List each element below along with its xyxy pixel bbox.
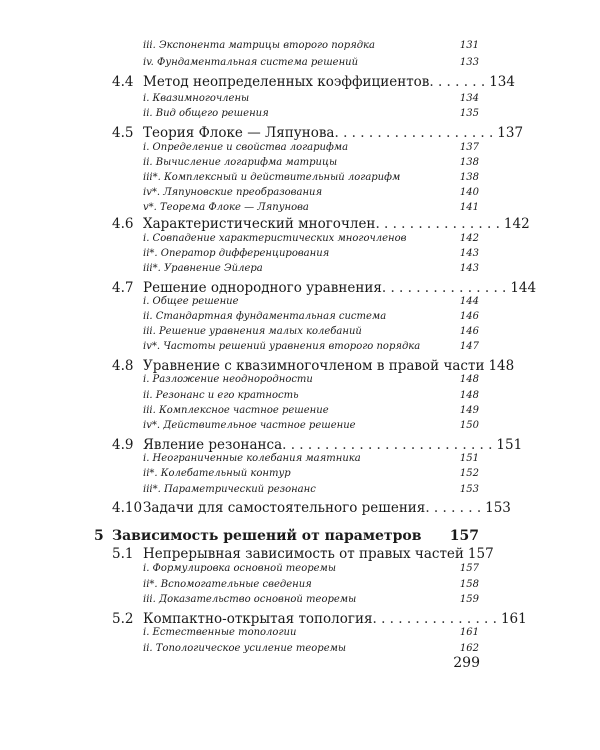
toc-entry-title: Непрерывная зависимость от правых частей: [143, 546, 464, 562]
toc-entry-title: Характеристический многочлен: [143, 216, 376, 232]
toc-entry-title: i. Формулировка основной теоремы: [143, 563, 336, 574]
toc-page-number: 153: [459, 484, 479, 495]
toc-subsection: [143, 341, 479, 352]
toc-subsection: [143, 57, 479, 68]
toc-entry-title: iv*. Ляпуновские преобразования: [143, 187, 323, 198]
toc-entry-title: Уравнение с квазимногочленом в правой части: [143, 358, 485, 374]
toc-subsection: [143, 233, 479, 244]
toc-entry-number: 5: [94, 528, 104, 544]
toc-page-number: 143: [459, 263, 479, 274]
toc-subsection: [143, 405, 479, 416]
toc-page-number: 148: [459, 374, 479, 385]
toc-entry-number: 4.8: [112, 358, 134, 374]
toc-page-number: 161: [500, 611, 527, 627]
toc-page-number: 157: [459, 563, 479, 574]
toc-chapter: [94, 528, 479, 544]
toc-dot-leader: . . . . . . . . . . . . . . .: [372, 611, 497, 627]
toc-subsection: [143, 311, 479, 322]
toc-page-number: 148: [488, 358, 515, 374]
toc-entry-number: 4.9: [112, 437, 134, 453]
toc-entry-title: ii. Вид общего решения: [143, 108, 269, 119]
toc-page-number: 152: [459, 468, 479, 479]
toc-subsection: [143, 142, 479, 153]
toc-page-number: 143: [459, 248, 479, 259]
toc-entry-title: iii. Комплексное частное решение: [143, 405, 329, 416]
toc-page-number: 149: [459, 405, 479, 416]
toc-page-number: 144: [459, 296, 479, 307]
toc-entry-number: 4.4: [112, 74, 134, 90]
toc-page-number: 131: [459, 40, 479, 51]
toc-subsection: [143, 108, 479, 119]
toc-entry-title: ii*. Оператор дифференцирования: [143, 248, 330, 259]
toc-entry-title: iii. Экспонента матрицы второго порядка: [143, 40, 375, 51]
toc-page-number: 162: [459, 643, 479, 654]
toc-subsection: [143, 296, 479, 307]
toc-entry-title: ii. Стандартная фундаментальная система: [143, 311, 387, 322]
toc-subsection: [143, 594, 479, 605]
toc-dot-leader: . . . . . . .: [425, 500, 482, 516]
toc-page-number: 157: [467, 546, 494, 562]
toc-page-number: 157: [449, 528, 479, 544]
toc-entry-number: 5.1: [112, 546, 134, 562]
toc-section: [112, 546, 494, 562]
toc-page-number: 146: [459, 326, 479, 337]
toc-page-number: 135: [459, 108, 479, 119]
toc-page-number: 138: [459, 172, 479, 183]
toc-entry-title: v*. Теорема Флоке — Ляпунова: [143, 202, 309, 213]
toc-section: [112, 358, 515, 374]
toc-page-number: 134: [489, 74, 515, 90]
toc-page-number: 147: [459, 341, 479, 352]
toc-entry-title: Зависимость решений от параметров: [112, 528, 422, 544]
toc-entry-number: 4.5: [112, 125, 134, 141]
toc-section: [112, 611, 527, 627]
toc-entry-title: iii*. Уравнение Эйлера: [143, 263, 263, 274]
toc-dot-leader: . . . . . . .: [429, 74, 486, 90]
toc-subsection: [143, 579, 479, 590]
toc-page-number: 141: [459, 202, 479, 213]
toc-entry-title: Теория Флоке — Ляпунова: [143, 125, 335, 141]
toc-section: [112, 125, 524, 141]
toc-subsection: [143, 263, 479, 274]
toc-subsection: [143, 374, 479, 385]
toc-dot-leader: . . . . . . . . . . . . . . .: [375, 216, 500, 232]
toc-page-number: 161: [459, 627, 479, 638]
toc-page-number: 142: [503, 216, 530, 232]
toc-entry-title: i. Общее решение: [143, 296, 239, 307]
toc-subsection: [143, 484, 479, 495]
toc-entry-title: Явление резонанса: [143, 437, 283, 453]
toc-entry-number: 4.6: [112, 216, 134, 232]
toc-entry-title: i. Определение и свойства логарифма: [143, 142, 349, 153]
toc-page-number: 148: [459, 390, 479, 401]
toc-subsection: [143, 453, 479, 464]
toc-entry-title: i. Разложение неоднородности: [143, 374, 313, 385]
toc-entry-title: ii. Резонанс и его кратность: [143, 390, 299, 401]
toc-dot-leader: . . . . . . . . . . . . . . . . . . .: [334, 125, 494, 141]
toc-page-number: 151: [459, 453, 479, 464]
toc-entry-number: 5.2: [112, 611, 134, 627]
toc-page-number: 138: [459, 157, 479, 168]
toc-entry-number: 4.7: [112, 280, 134, 296]
toc-subsection: [143, 202, 479, 213]
toc-entry-title: ii. Топологическое усиление теоремы: [143, 643, 347, 654]
toc-section: [112, 216, 530, 232]
toc-subsection: [143, 40, 479, 51]
toc-section: [112, 500, 511, 516]
toc-page-number: 153: [485, 500, 511, 516]
toc-subsection: [143, 420, 479, 431]
toc-entry-title: iii. Решение уравнения малых колебаний: [143, 326, 362, 337]
toc-page-number: 146: [459, 311, 479, 322]
toc-page-number: 159: [459, 594, 479, 605]
toc-subsection: [143, 248, 479, 259]
toc-subsection: [143, 468, 479, 479]
toc-dot-leader: . . . . . . . . . . . . . . . . . . . . . . . . .: [282, 437, 493, 453]
page-number: 299: [453, 655, 480, 671]
toc-entry-number: 4.10: [112, 500, 143, 516]
toc-page-number: 150: [459, 420, 479, 431]
toc-page-number: 151: [496, 437, 523, 453]
toc-subsection: [143, 187, 479, 198]
toc-entry-title: iii. Доказательство основной теоремы: [143, 594, 357, 605]
toc-entry-title: Компактно-открытая топология: [143, 611, 373, 627]
toc-subsection: [143, 326, 479, 337]
toc-entry-title: i. Естественные топологии: [143, 627, 297, 638]
toc-entry-title: Задачи для самостоятельного решения: [143, 500, 426, 516]
toc-entry-title: i. Совпадение характеристических многочленов: [143, 233, 407, 244]
toc-page-number: 134: [459, 93, 479, 104]
toc-entry-title: iv*. Частоты решений уравнения второго порядка: [143, 341, 421, 352]
toc-entry-title: ii*. Колебательный контур: [143, 468, 291, 479]
toc-page-number: 133: [459, 57, 479, 68]
toc-subsection: [143, 157, 479, 168]
toc-page-number: 137: [497, 125, 524, 141]
toc-entry-title: i. Квазимногочлены: [143, 93, 250, 104]
toc-entry-title: iv*. Действительное частное решение: [143, 420, 356, 431]
toc-page-number: 158: [459, 579, 479, 590]
toc-entry-title: iii*. Комплексный и действительный логарифм: [143, 172, 401, 183]
toc-section: [112, 437, 523, 453]
toc-entry-title: i. Неограниченные колебания маятника: [143, 453, 361, 464]
toc-subsection: [143, 390, 479, 401]
toc-entry-title: ii. Вычисление логарифма матрицы: [143, 157, 338, 168]
toc-page-number: 140: [459, 187, 479, 198]
toc-section: [112, 74, 515, 90]
toc-entry-title: iii*. Параметрический резонанс: [143, 484, 316, 495]
toc-entry-title: ii*. Вспомогательные сведения: [143, 579, 312, 590]
toc-page-number: 137: [459, 142, 479, 153]
toc-subsection: [143, 172, 479, 183]
toc-dot-leader: . . . . . . . . . . . . . . .: [381, 280, 507, 296]
toc-subsection: [143, 93, 479, 104]
toc-subsection: [143, 643, 479, 654]
toc-entry-title: iv. Фундаментальная система решений: [143, 57, 359, 68]
toc-section: [112, 280, 537, 296]
toc-subsection: [143, 563, 479, 574]
toc-entry-title: Решение однородного уравнения: [143, 280, 382, 296]
toc-subsection: [143, 627, 479, 638]
toc-entry-title: Метод неопределенных коэффициентов: [143, 74, 430, 90]
toc-page-number: 142: [459, 233, 479, 244]
toc-page-number: 144: [510, 280, 537, 296]
